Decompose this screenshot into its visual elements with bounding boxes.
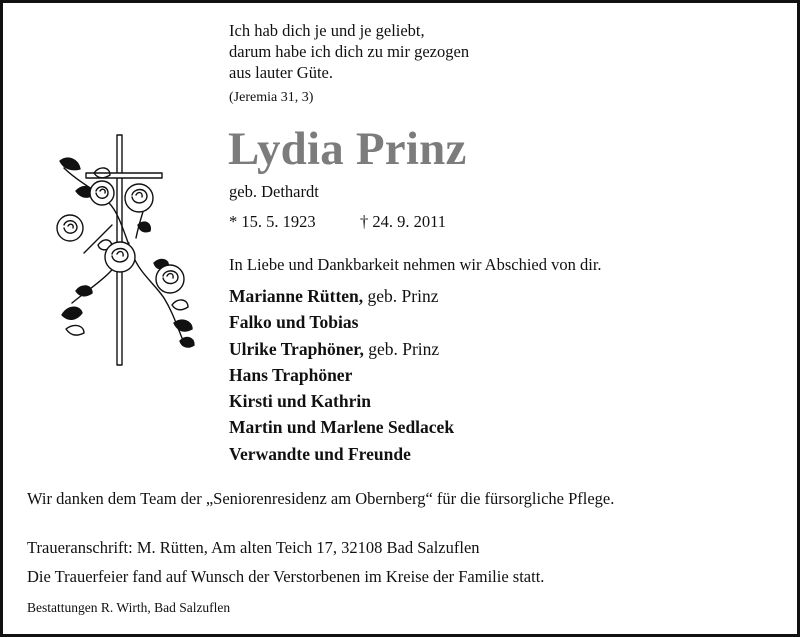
- verse-reference: (Jeremia 31, 3): [229, 90, 314, 105]
- bible-verse: [229, 20, 469, 83]
- mourner-entry: Kirsti und Kathrin: [229, 391, 371, 412]
- funeral-note: Die Trauerfeier fand auf Wunsch der Verstorbenen im Kreise der Familie statt.: [27, 567, 545, 586]
- mourner-entry: Verwandte und Freunde: [229, 443, 411, 464]
- mourner-entry: Martin und Marlene Sedlacek: [229, 417, 455, 438]
- mourner-entry: Marianne Rütten, geb. Prinz: [229, 286, 439, 306]
- farewell-intro: In Liebe und Dankbarkeit nehmen wir Abschied von dir.: [229, 255, 602, 274]
- verse-line: aus lauter Güte.: [229, 63, 334, 82]
- maiden-name: geb. Dethardt: [229, 182, 319, 201]
- mourner-entry: Falko und Tobias: [229, 312, 359, 333]
- birth-date: * 15. 5. 1923: [229, 212, 316, 231]
- mourner-entry: Hans Traphöner: [229, 364, 353, 385]
- verse-line: Ich hab dich je und je geliebt,: [229, 21, 425, 40]
- verse-line: darum habe ich dich zu mir gezogen: [229, 42, 470, 61]
- cross-with-roses-icon: [54, 133, 204, 373]
- undertaker: Bestattungen R. Wirth, Bad Salzuflen: [27, 600, 231, 615]
- deceased-name: Lydia Prinz: [228, 123, 467, 175]
- death-date: † 24. 9. 2011: [360, 212, 447, 231]
- mourners-list: [229, 283, 454, 467]
- mourner-entry: Ulrike Traphöner, geb. Prinz: [229, 338, 440, 359]
- mourning-address: Traueranschrift: M. Rütten, Am alten Teich 17, 32108 Bad Salzuflen: [27, 538, 480, 557]
- thanks-note: Wir danken dem Team der „Seniorenresidenz am Obernberg“ für die fürsorgliche Pflege.: [27, 489, 615, 508]
